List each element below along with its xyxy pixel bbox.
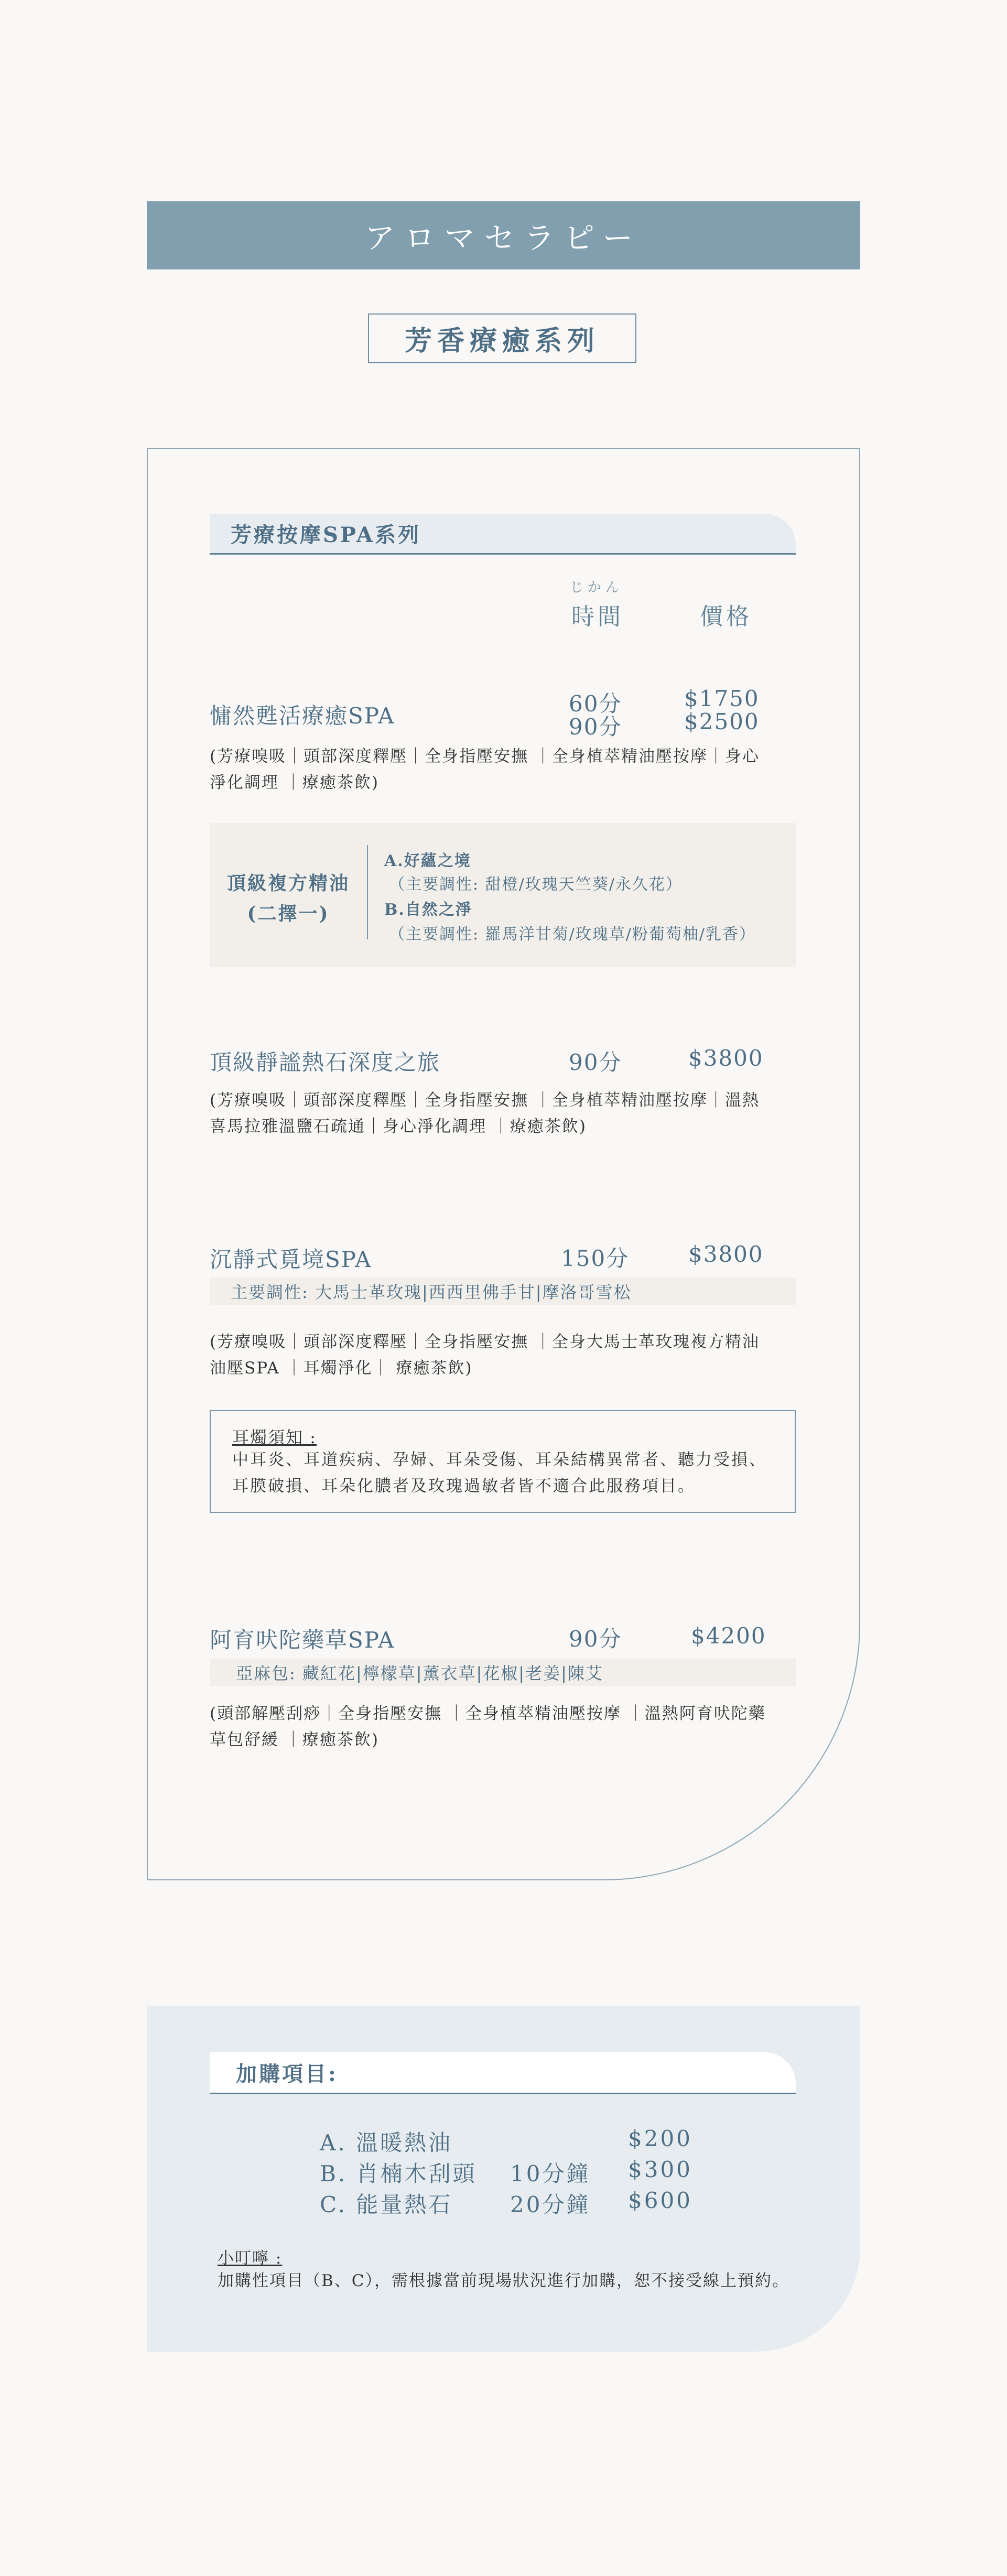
oil-option-b: B.自然之淨 [384, 901, 472, 919]
section-title: 芳療按摩SPA系列 [210, 514, 796, 555]
item-description: (芳療嗅吸｜頭部深度釋壓｜全身指壓安撫 ｜全身植萃精油壓按摩｜身心 淨化調理 ｜療癒茶飲) [210, 747, 760, 792]
reminder-title: 小叮嚀 : [218, 2249, 283, 2268]
ear-candle-notice-text: 中耳炎、耳道疾病、孕婦、耳朵受傷、耳朵結構異常者、聽力受損、 耳膜破損、耳朵化膿者及玫瑰過敏者皆不適合此服務項目。 [232, 1451, 767, 1496]
page-banner: アロマセラピー [147, 201, 860, 269]
reminder-text: 加購性項目（B、C），需根據當前現場狀況進行加購，恕不接受線上預約。 [218, 2271, 789, 2290]
item-time: 90分 [569, 1626, 622, 1652]
ear-candle-notice-title: 耳燭須知 : [232, 1427, 317, 1447]
item-tone-band: 主要調性: 大馬士革玫瑰|西西里佛手甘|摩洛哥雪松 [210, 1278, 796, 1305]
item-price: $1750 [684, 686, 760, 711]
item-description: (頭部解壓刮痧｜全身指壓安撫 ｜全身植萃精油壓按摩 ｜溫熱阿育吠陀藥 草包舒緩 ｜療癒茶飲) [210, 1704, 766, 1749]
item-time: 90分 [569, 714, 622, 740]
item-price: $3800 [688, 1241, 764, 1267]
item-name: 阿育吠陀藥草SPA [210, 1627, 395, 1653]
item-time: 60分 [569, 691, 622, 717]
item-price: $4200 [691, 1623, 766, 1649]
addon-item-label: B. 肖楠木刮頭 [320, 2161, 477, 2187]
addon-item-label: A. 溫暖熱油 [320, 2130, 453, 2156]
addon-item-price: $600 [628, 2188, 692, 2213]
column-header-time: 時間 [571, 603, 624, 630]
column-header-price: 價格 [700, 603, 752, 630]
oil-option-a-tone: （主要調性: 甜橙/玫瑰天竺葵/永久花） [389, 875, 683, 894]
item-name: 慵然甦活療癒SPA [210, 703, 395, 729]
item-time: 150分 [561, 1246, 630, 1271]
item-time: 90分 [569, 1049, 622, 1075]
oil-divider [367, 845, 368, 939]
item-description: (芳療嗅吸｜頭部深度釋壓｜全身指壓安撫 ｜全身植萃精油壓按摩｜溫熱 喜馬拉雅溫鹽石疏通｜身心淨化調理 ｜療癒茶飲) [210, 1091, 760, 1136]
addon-item-label: C. 能量熱石 [320, 2192, 453, 2217]
addon-title: 加購項目: [210, 2052, 796, 2094]
essential-oil-label: 頂級複方精油 (二擇一) [226, 872, 350, 925]
item-name: 頂級靜謐熱石深度之旅 [210, 1049, 441, 1075]
item-price: $2500 [684, 709, 760, 734]
item-price: $3800 [688, 1045, 764, 1071]
item-tone-band: 亞麻包: 藏紅花|檸檬草|薰衣草|花椒|老姜|陳艾 [210, 1659, 796, 1686]
item-name: 沉靜式覓境SPA [210, 1247, 372, 1272]
addon-item-price: $200 [628, 2126, 692, 2151]
oil-option-b-tone: （主要調性: 羅馬洋甘菊/玫瑰草/粉葡萄柚/乳香） [389, 925, 756, 944]
addon-item-duration: 20分鐘 [510, 2192, 591, 2217]
oil-option-a: A.好蘊之境 [384, 852, 471, 870]
item-description: (芳療嗅吸｜頭部深度釋壓｜全身指壓安撫 ｜全身大馬士革玫瑰複方精油 油壓SPA ｜耳燭淨化｜ 療癒茶飲) [210, 1333, 760, 1378]
time-ruby: じかん [570, 580, 624, 596]
addon-item-duration: 10分鐘 [510, 2161, 591, 2187]
addon-item-price: $300 [628, 2157, 692, 2182]
page-subtitle: 芳香療癒系列 [368, 313, 636, 363]
